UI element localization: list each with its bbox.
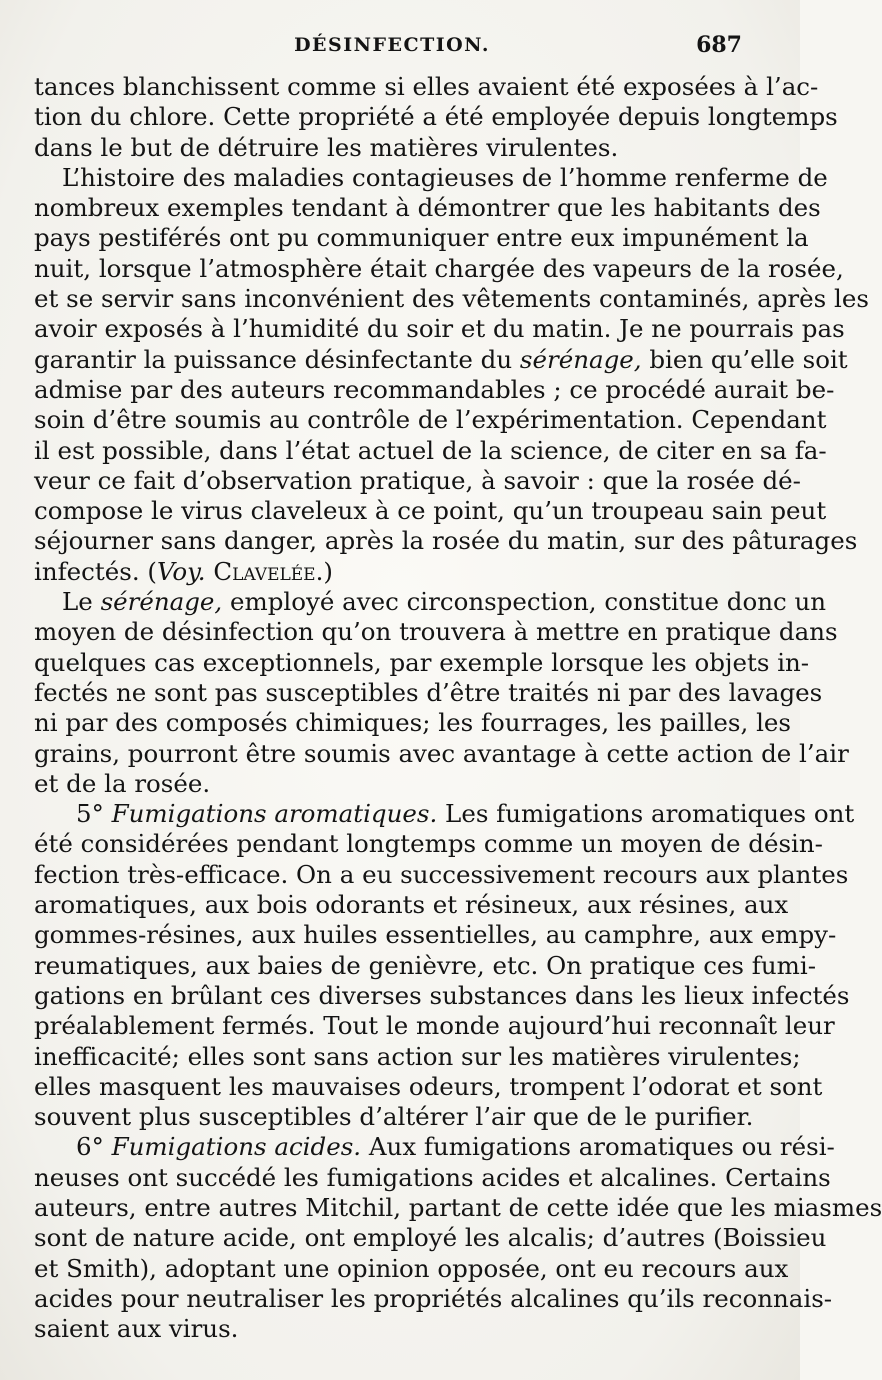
- text-line: et Smith), adoptant une opinion opposée, ont eu recours aux: [34, 1253, 789, 1283]
- text-line: il est possible, dans l’état actuel de la science, de citer en sa fa-: [34, 435, 827, 465]
- text-line: [34, 344, 848, 375]
- text-line: fection très-efficace. On a eu successivement recours aux plantes: [34, 859, 849, 889]
- text-line: soin d’être soumis au contrôle de l’expérimentation. Cependant: [34, 405, 827, 435]
- text-line: inefficacité; elles sont sans action sur les matières virulentes;: [34, 1041, 801, 1071]
- text-line: avoir exposés à l’humidité du soir et du matin. Je ne pourrais pas: [34, 314, 845, 344]
- page-number: 687: [696, 32, 742, 58]
- cross-reference: Clavelée.: [205, 556, 324, 586]
- text-line: gommes-résines, aux huiles essentielles, au camphre, aux empy-: [34, 920, 837, 950]
- text-line: quelques cas exceptionnels, par exemple lorsque les objets in-: [34, 647, 810, 677]
- text-line: tances blanchissent comme si elles avaient été exposées à l’ac-: [34, 72, 819, 101]
- text-run: Le: [62, 587, 101, 617]
- text-run: ): [323, 556, 333, 586]
- text-line: gations en brûlant ces diverses substances dans les lieux infectés: [34, 980, 850, 1010]
- body-text: [34, 72, 882, 1344]
- text-line: admise par des auteurs recommandables ; ce procédé aurait be-: [34, 374, 835, 404]
- text-line: [34, 1132, 835, 1162]
- page-header: [36, 28, 748, 62]
- section-heading: Fumigations acides.: [111, 1132, 362, 1162]
- text-line: aromatiques, aux bois odorants et résineux, aux résines, aux: [34, 890, 789, 920]
- text-line: reumatiques, aux baies de genièvre, etc. On pratique ces fumi-: [34, 950, 816, 980]
- text-line: [34, 587, 827, 617]
- text-line: veur ce fait d’observation pratique, à savoir : que la rosée dé-: [34, 465, 801, 495]
- text-line: nombreux exemples tendant à démontrer que les habitants des: [34, 193, 821, 223]
- paragraph-1: [34, 72, 838, 163]
- text-line: été considérées pendant longtemps comme un moyen de désin-: [34, 829, 823, 859]
- italic-term: sérénage,: [519, 344, 642, 374]
- paragraph-4: [34, 799, 855, 1132]
- section-number: 6°: [76, 1132, 112, 1162]
- text-line: moyen de désinfection qu’on trouvera à mettre en pratique dans: [34, 617, 838, 647]
- text-run: Aux fumigations aromatiques ou rési-: [361, 1132, 835, 1162]
- paragraph-2: [34, 162, 869, 587]
- text-line: grains, pourront être soumis avec avantage à cette action de l’air: [34, 738, 849, 768]
- italic-term: sérénage,: [100, 587, 223, 617]
- text-run: infectés. (: [34, 556, 157, 586]
- paragraph-3: [34, 587, 849, 799]
- text-line: nuit, lorsque l’atmosphère était chargée des vapeurs de la rosée,: [34, 253, 844, 283]
- text-line: saient aux virus.: [34, 1314, 239, 1344]
- text-line: neuses ont succédé les fumigations acides et alcalines. Certains: [34, 1162, 831, 1192]
- text-run: employé avec circonspection, constitue donc un: [222, 587, 827, 617]
- text-line: fectés ne sont pas susceptibles d’être traités ni par des lavages: [34, 677, 823, 707]
- text-line: elles masquent les mauvaises odeurs, trompent l’odorat et sont: [34, 1071, 823, 1101]
- section-heading: Fumigations aromatiques.: [111, 799, 438, 829]
- text-line: dans le but de détruire les matières virulentes.: [34, 132, 619, 162]
- text-line: pays pestiférés ont pu communiquer entre eux impunément la: [34, 223, 809, 253]
- text-line: auteurs, entre autres Mitchil, partant de cette idée que les miasmes: [34, 1192, 882, 1222]
- text-line: et se servir sans inconvénient des vêtements contaminés, après les: [34, 284, 869, 314]
- text-line: L’histoire des maladies contagieuses de l’homme renferme de: [62, 162, 828, 192]
- text-line: préalablement fermés. Tout le monde aujourd’hui reconnaît leur: [34, 1011, 835, 1041]
- text-line: sont de nature acide, ont employé les alcalis; d’autres (Boissieu: [34, 1223, 827, 1253]
- text-line: acides pour neutraliser les propriétés alcalines qu’ils reconnais-: [34, 1283, 833, 1313]
- text-run: bien qu’elle soit: [641, 344, 848, 374]
- text-line: ni par des composés chimiques; les fourrages, les pailles, les: [34, 708, 791, 738]
- text-line: [34, 799, 855, 829]
- text-run: garantir la puissance désinfectante du: [34, 344, 520, 374]
- text-line: et de la rosée.: [34, 768, 211, 798]
- italic-abbrev: Voy.: [156, 556, 206, 586]
- text-line: tion du chlore. Cette propriété a été employée depuis longtemps: [34, 102, 838, 132]
- text-line: souvent plus susceptibles d’altérer l’air que de le purifier.: [34, 1102, 754, 1132]
- section-number: 5°: [76, 799, 112, 829]
- running-title: DÉSINFECTION.: [294, 34, 490, 56]
- text-line: [34, 557, 766, 587]
- text-line: séjourner sans danger, après la rosée du matin, sur des pâturages: [34, 526, 858, 556]
- paragraph-5: [34, 1132, 882, 1344]
- text-line: compose le virus claveleux à ce point, qu’un troupeau sain peut: [34, 496, 827, 526]
- text-run: Les fumigations aromatiques ont: [437, 799, 855, 829]
